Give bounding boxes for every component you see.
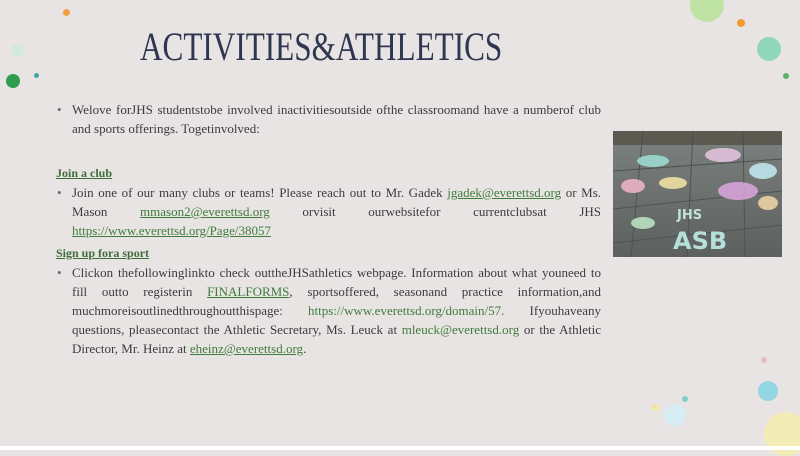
decor-dot xyxy=(682,396,688,402)
mason-email-link[interactable]: mmason2@everettsd.org xyxy=(140,204,270,219)
sign-up-heading: Sign up fora sport xyxy=(56,246,150,260)
join-club-bullet xyxy=(56,183,601,240)
decor-dot xyxy=(761,357,767,363)
intro-bullet xyxy=(56,100,601,138)
join-club-text-1: Join one of our many clubs or teams! Please reach out to Mr. Gadek xyxy=(72,185,448,200)
join-club-text-3: orvisit ourwebsitefor currentclubsat JHS xyxy=(269,204,602,219)
chalk-text-asb: ASB xyxy=(673,227,728,255)
decor-dot xyxy=(652,404,659,411)
decor-dot xyxy=(6,74,20,88)
sign-up-text-5: . xyxy=(303,341,307,356)
sign-up-text-1: Clickon thefollowinglinkto check outtheJHSathletics webpage. Information about what youneed to fill outto registerin xyxy=(72,265,601,299)
chalk-art-photo xyxy=(613,131,782,257)
sign-up-text-3: Ifyouhaveany questions, pleasecontact the Athletic Secretary, Ms. Leuck at xyxy=(72,303,601,337)
decor-dot xyxy=(63,9,70,16)
sign-up-text-4: or the Athletic Director, Mr. Heinz at xyxy=(72,322,601,356)
bullet-marker: • xyxy=(57,185,62,200)
bullet-marker: • xyxy=(57,265,62,280)
title-ampersand: & xyxy=(311,23,336,69)
sign-up-text-2: , sportsoffered, seasonand practice information,and muchmoreisoutlinedthroughoutthispage: xyxy=(72,284,601,318)
decor-dot xyxy=(737,19,745,27)
content-area xyxy=(56,100,601,358)
bullet-marker: • xyxy=(57,102,62,117)
clubs-page-link[interactable]: https://www.everettsd.org/Page/38057 xyxy=(72,223,271,238)
bottom-strip xyxy=(0,446,800,450)
gadek-email-link[interactable]: jgadek@everettsd.org xyxy=(447,185,562,200)
final-forms-link[interactable]: FINALFORMS xyxy=(207,284,290,299)
title-athletics: ATHLETICS xyxy=(335,23,503,69)
athletics-domain-link[interactable]: https://www.everettsd.org/domain/57. xyxy=(307,303,505,318)
decor-dot xyxy=(757,37,781,61)
decor-dot xyxy=(12,44,24,56)
chalk-text-jhs: JHS xyxy=(677,208,703,223)
decor-dot xyxy=(690,0,724,22)
decor-dot xyxy=(758,381,778,401)
decor-dot xyxy=(783,73,789,79)
leuck-email-link[interactable]: mleuck@everettsd.org xyxy=(401,322,520,337)
heinz-email-link[interactable]: eheinz@everettsd.org xyxy=(189,341,304,356)
intro-text: Welove forJHS studentstobe involved inactivitiesoutside ofthe classroomand have a numberof club and sports offerings. Togetinvolved: xyxy=(72,102,601,136)
title-activities: ACTIVITIES xyxy=(140,23,312,69)
decor-dot xyxy=(34,73,39,78)
join-club-heading: Join a club xyxy=(56,166,113,180)
slide-title xyxy=(140,22,503,70)
decor-dot xyxy=(664,404,686,426)
chalk-art-image xyxy=(613,131,782,257)
sign-up-bullet xyxy=(56,263,601,358)
join-club-text-2: or Ms. Mason xyxy=(72,185,602,219)
